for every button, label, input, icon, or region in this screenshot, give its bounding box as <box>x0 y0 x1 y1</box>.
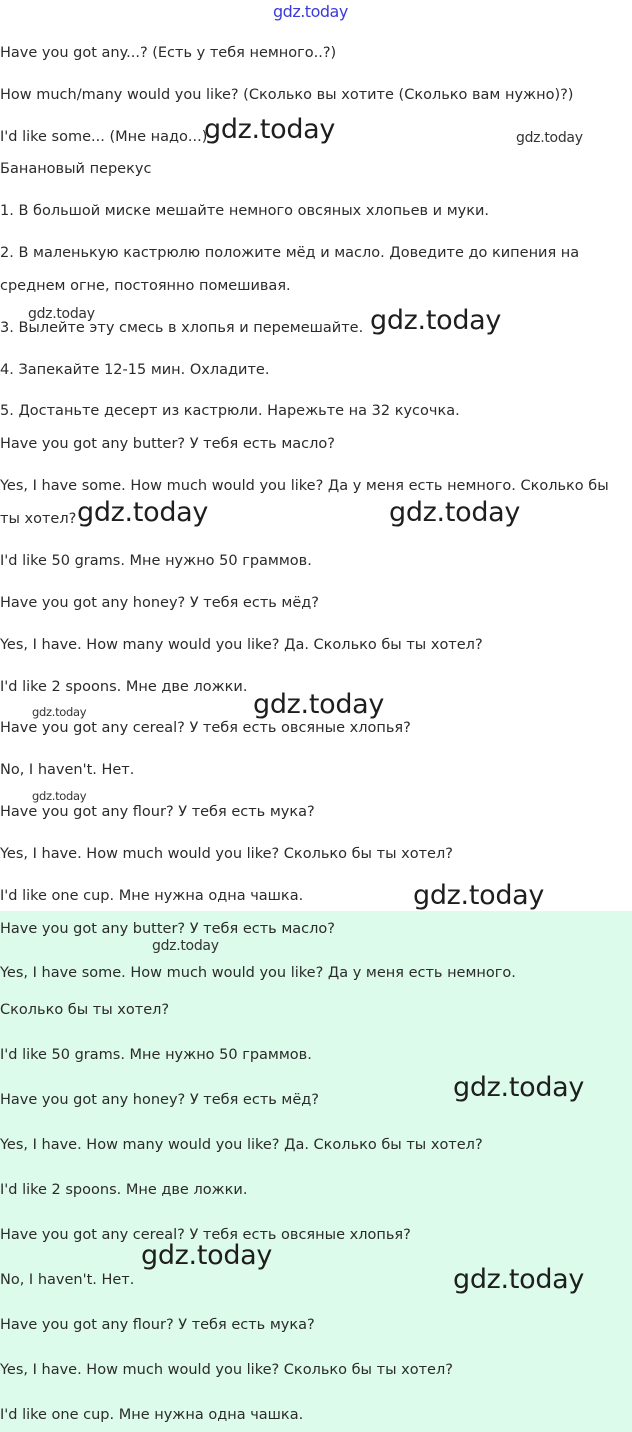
answer-line: I'd like one cup. Мне нужна одна чашка. <box>0 1407 304 1423</box>
watermark: gdz.today <box>28 306 95 322</box>
watermark: gdz.today <box>413 880 545 911</box>
watermark: gdz.today <box>453 1264 585 1295</box>
recipe-step: 1. В большой миске мешайте немного овсяных хлопьев и муки. <box>0 203 490 219</box>
answer-line: I'd like 2 spoons. Мне две ложки. <box>0 1182 248 1198</box>
text-line: Have you got any...? (Есть у тебя немного..?) <box>0 45 337 61</box>
watermark: gdz.today <box>152 938 219 954</box>
dialogue-line: Yes, I have. How much would you like? Сколько бы ты хотел? <box>0 846 453 862</box>
watermark: gdz.today <box>32 705 87 719</box>
dialogue-line: I'd like one cup. Мне нужна одна чашка. <box>0 888 304 904</box>
answer-line: Сколько бы ты хотел? <box>0 1002 170 1018</box>
answer-line: No, I haven't. Нет. <box>0 1272 135 1288</box>
watermark: gdz.today <box>253 689 385 720</box>
answer-box <box>0 911 632 1432</box>
watermark: gdz.today <box>77 497 209 528</box>
answer-line: Yes, I have some. How much would you like? Да у меня есть немного. <box>0 965 516 981</box>
site-logo[interactable]: gdz.today <box>273 2 348 21</box>
recipe-step: 4. Запекайте 12-15 мин. Охладите. <box>0 362 270 378</box>
watermark: gdz.today <box>516 130 583 146</box>
text-line: How much/many would you like? (Сколько вы хотите (Сколько вам нужно)?) <box>0 87 574 103</box>
watermark: gdz.today <box>32 789 87 803</box>
recipe-step: 5. Достаньте десерт из кастрюли. Нарежьте на 32 кусочка. <box>0 403 460 419</box>
answer-line: Yes, I have. How much would you like? Сколько бы ты хотел? <box>0 1362 453 1378</box>
recipe-step: 2. В маленькую кастрюлю положите мёд и масло. Доведите до кипения на <box>0 245 580 261</box>
watermark: gdz.today <box>370 305 502 336</box>
dialogue-line: Yes, I have. How many would you like? Да. Сколько бы ты хотел? <box>0 637 483 653</box>
dialogue-line: Have you got any butter? У тебя есть масло? <box>0 436 335 452</box>
answer-line: Have you got any butter? У тебя есть масло? <box>0 921 335 937</box>
dialogue-line: No, I haven't. Нет. <box>0 762 135 778</box>
answer-line: Have you got any cereal? У тебя есть овсяные хлопья? <box>0 1227 411 1243</box>
dialogue-line: Have you got any honey? У тебя есть мёд? <box>0 595 320 611</box>
watermark: gdz.today <box>204 114 336 145</box>
watermark: gdz.today <box>389 497 521 528</box>
answer-line: Have you got any flour? У тебя есть мука? <box>0 1317 315 1333</box>
watermark: gdz.today <box>141 1240 273 1271</box>
dialogue-line: ты хотел? <box>0 511 77 527</box>
answer-line: Yes, I have. How many would you like? Да. Сколько бы ты хотел? <box>0 1137 483 1153</box>
recipe-step: 3. Вылейте эту смесь в хлопья и перемешайте. <box>0 320 364 336</box>
answer-line: Have you got any honey? У тебя есть мёд? <box>0 1092 320 1108</box>
dialogue-line: Have you got any cereal? У тебя есть овсяные хлопья? <box>0 720 411 736</box>
dialogue-line: I'd like 2 spoons. Мне две ложки. <box>0 679 248 695</box>
answer-line: I'd like 50 grams. Мне нужно 50 граммов. <box>0 1047 312 1063</box>
dialogue-line: Have you got any flour? У тебя есть мука? <box>0 804 315 820</box>
text-line: I'd like some... (Мне надо...) <box>0 129 208 145</box>
recipe-step: среднем огне, постоянно помешивая. <box>0 278 291 294</box>
dialogue-line: I'd like 50 grams. Мне нужно 50 граммов. <box>0 553 312 569</box>
dialogue-line: Yes, I have some. How much would you like? Да у меня есть немного. Сколько бы <box>0 478 609 494</box>
watermark: gdz.today <box>453 1072 585 1103</box>
section-title: Банановый перекус <box>0 161 152 177</box>
